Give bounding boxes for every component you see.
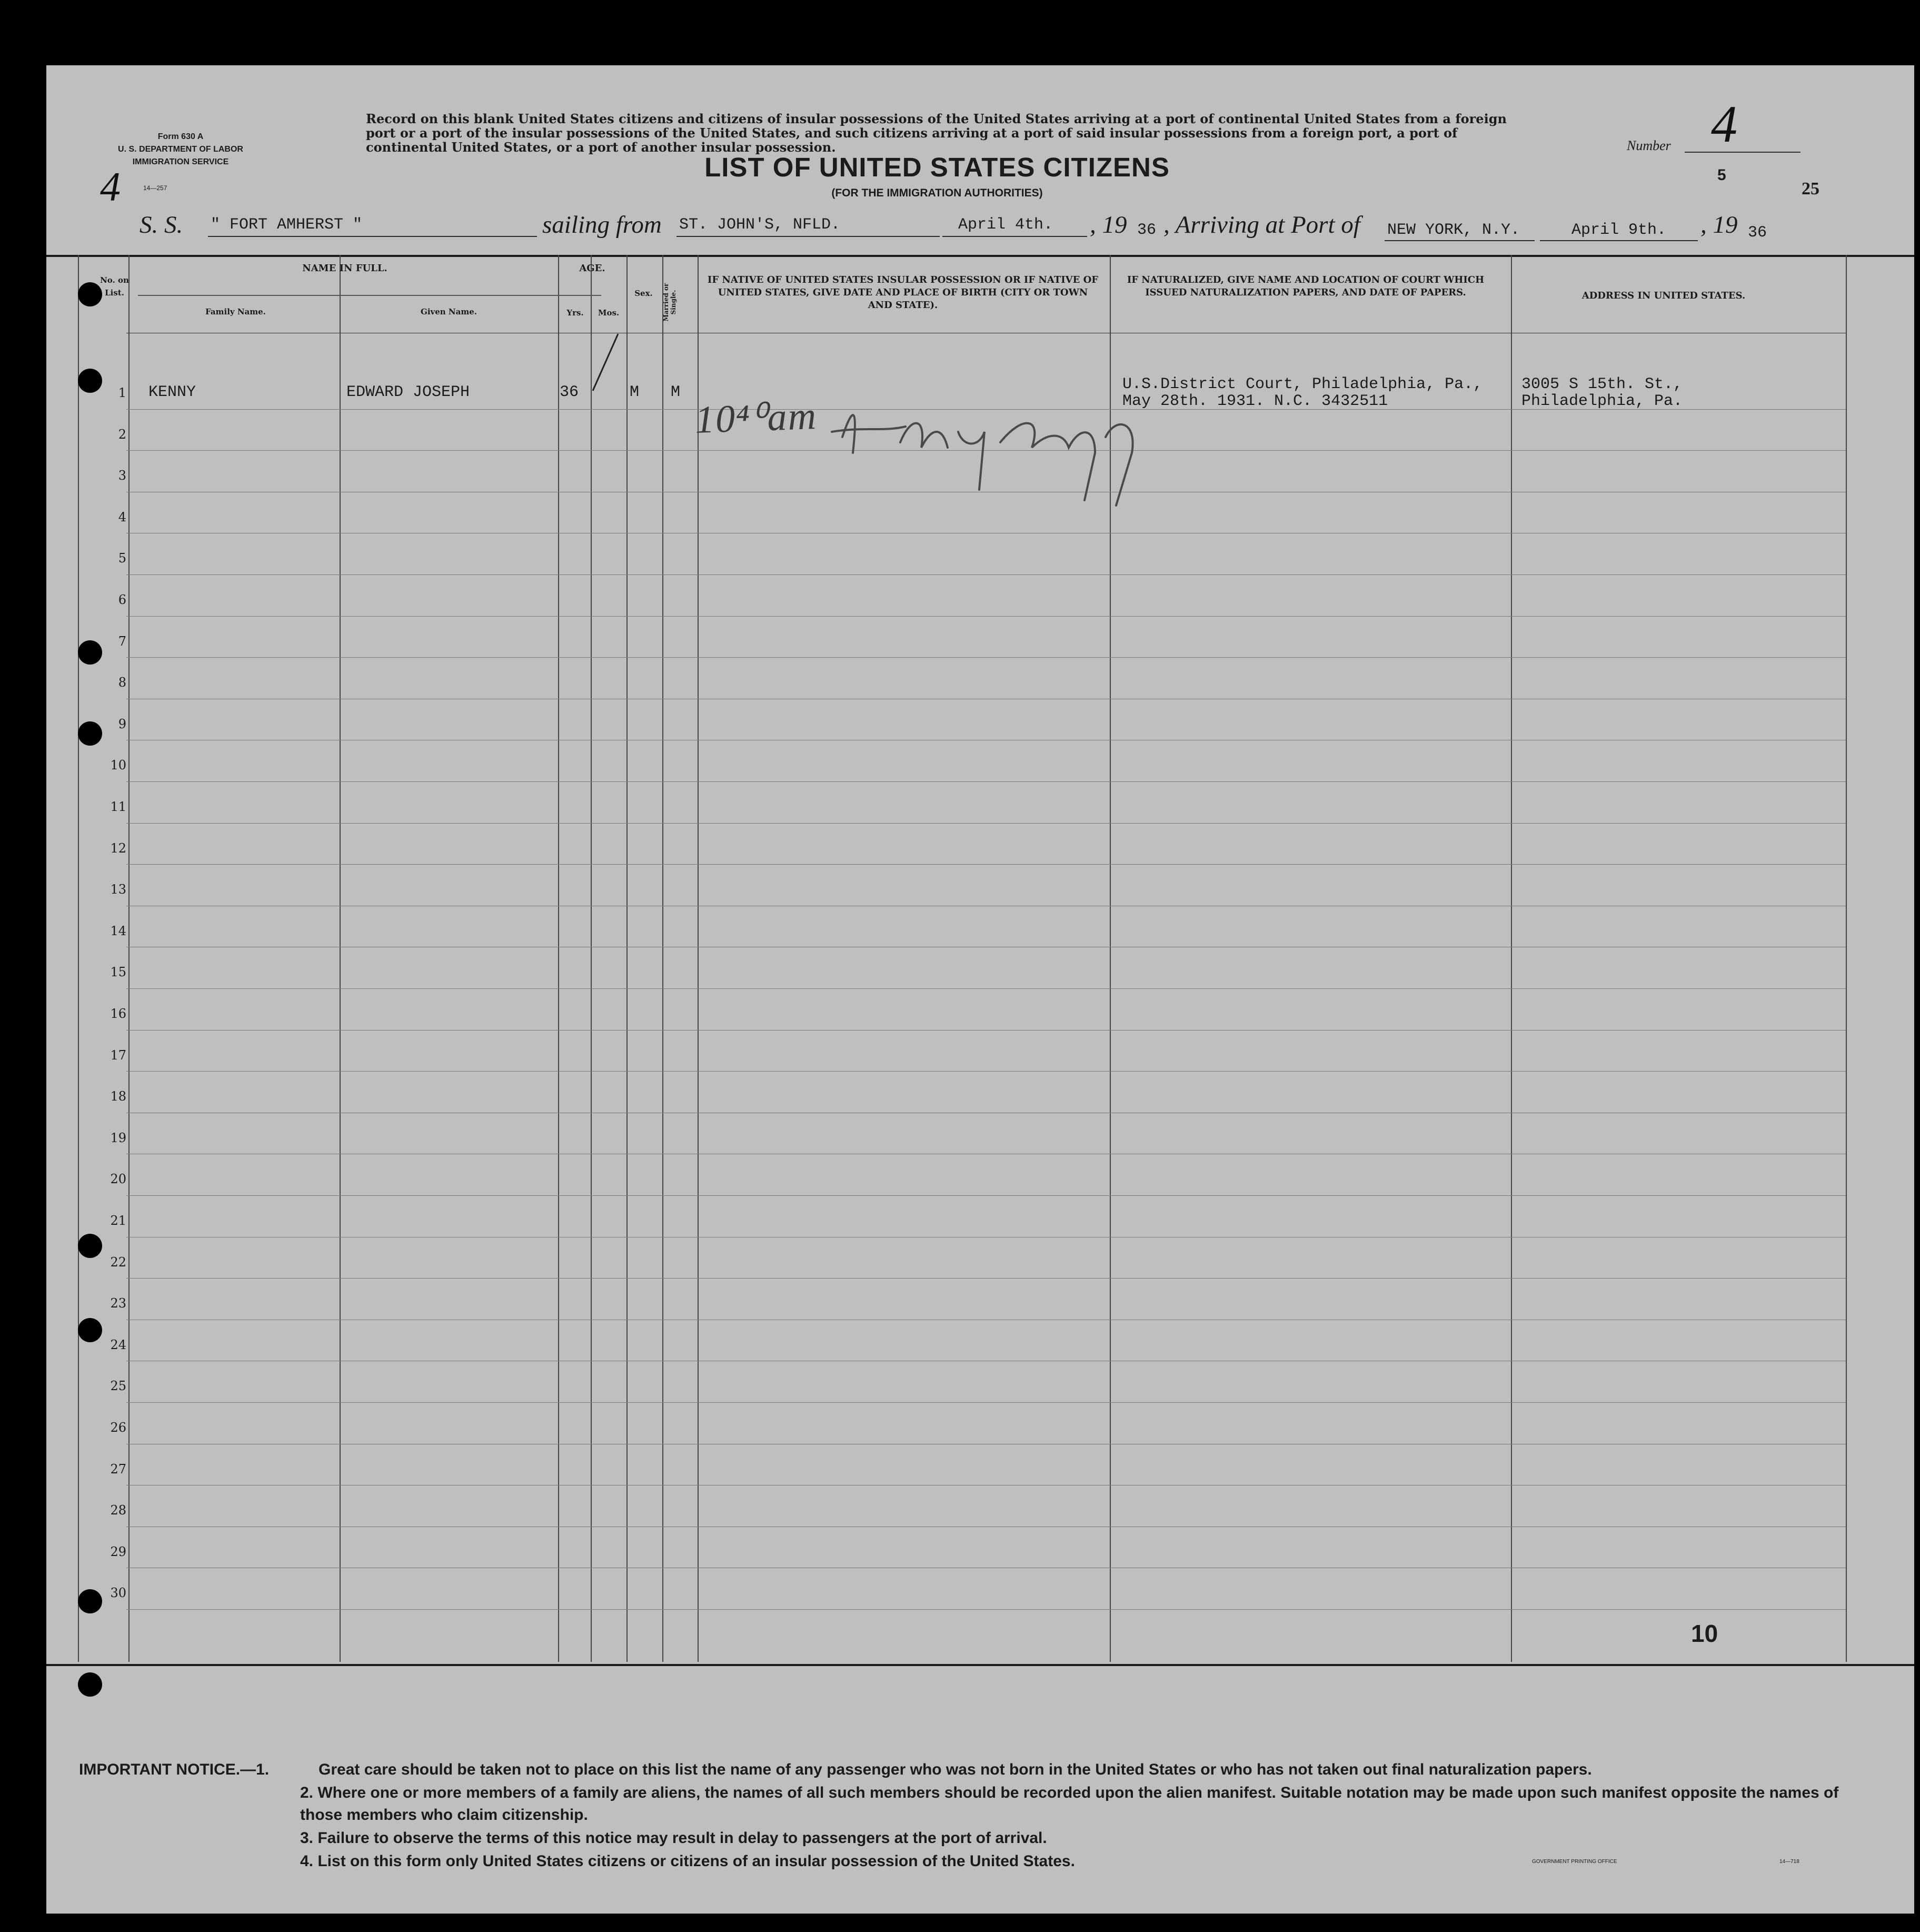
column-rule [591,255,592,1662]
sailing-label: sailing from [542,211,662,239]
row-number: 17 [110,1047,126,1063]
entry-family-name: KENNY [148,383,196,401]
punch-hole [78,721,102,746]
corner-mark: 4 [100,164,121,210]
row-number: 20 [110,1172,126,1187]
column-rule [340,255,341,1662]
row-number: 30 [110,1586,126,1601]
row-number: 1 [118,385,126,400]
ss-label: S. S. [140,211,183,239]
row-number: 12 [110,840,126,856]
notice-item-1: Great care should be taken not to place on this list the name of any passenger who was not born in the United States or who has not taken out final naturalization papers. [319,1761,1592,1778]
entry-court-line2: May 28th. 1931. N.C. 3432511 [1122,392,1388,410]
year-prefix-1: , 19 [1090,211,1127,239]
row-rule [126,1402,1846,1403]
row-number: 8 [118,675,126,690]
punch-hole [78,1318,102,1342]
inspector-signature [821,395,1158,516]
row-rule [126,988,1846,989]
total-count: 10 [1691,1620,1718,1647]
row-rule [126,1609,1846,1610]
port-to-underline [1385,240,1535,241]
row-rule [126,1195,1846,1196]
row-number: 15 [110,965,126,980]
row-number: 3 [118,468,126,483]
row-number: 13 [110,882,126,897]
row-number: 11 [110,799,126,814]
header-given-name: Given Name. [421,307,477,316]
row-number: 29 [110,1544,126,1559]
entry-address-line2: Philadelphia, Pa. [1521,392,1683,410]
row-number: 28 [110,1503,126,1518]
header-married-single: Married or Single. [662,283,677,322]
port-from-underline [677,236,940,237]
column-rule [558,255,559,1662]
number-label: Number [1627,138,1671,153]
header-sex: Sex. [634,289,653,298]
header-no: No. on List. [100,275,129,298]
entry-given-name: EDWARD JOSEPH [346,383,470,401]
row-rule [126,864,1846,865]
notice-item-4: 4. List on this form only United States citizens or citizens of an insular possession of the United States. [300,1852,1075,1870]
entry-marital: M [671,383,681,401]
pen-stroke-mark [590,332,621,395]
punch-hole [78,1234,102,1258]
corner-small-code: 14—257 [143,184,167,192]
port-from: ST. JOHN'S, NFLD. [679,216,841,234]
form-code: 14—718 [1779,1859,1799,1865]
punch-hole [78,369,102,393]
name-header-rule [138,295,601,296]
service-name: IMMIGRATION SERVICE [132,157,229,166]
depart-date-underline [942,236,1087,237]
top-right-mark: 25 [1802,179,1819,199]
entry-address-line1: 3005 S 15th. St., [1521,375,1683,393]
printer-credit: GOVERNMENT PRINTING OFFICE [1532,1859,1617,1865]
number-value: 4 [1711,95,1737,153]
header-naturalized: IF NATURALIZED, GIVE NAME AND LOCATION OF COURT WHICH ISSUED NATURALIZATION PAPERS, AND DATE OF PAPERS. [1127,274,1485,298]
form-title: LIST OF UNITED STATES CITIZENS [704,152,1170,182]
row-number: 9 [118,716,126,731]
year-prefix-2: , 19 [1700,211,1738,239]
row-number: 2 [118,427,126,442]
number-rule [1685,152,1800,153]
ship-underline [208,236,537,237]
form-subtitle: (FOR THE IMMIGRATION AUTHORITIES) [831,187,1043,199]
row-number: 22 [110,1254,126,1270]
form-preamble: Record on this blank United States citizens and citizens of insular possessions of the United States arriving at a port of continental United States from a foreign port or a port of the insular possessions of the United States, and such citizens arriving at a port of said insular possessions from a foreign port, a port of continental United States, or a port of another insular possession. [366,111,1507,155]
punch-hole [78,640,102,665]
header-name-in-full: NAME IN FULL. [302,263,387,274]
column-rule [662,255,663,1662]
row-rule [126,657,1846,658]
row-number: 26 [110,1420,126,1435]
punch-hole [78,1589,102,1613]
column-rule [1846,255,1847,1662]
header-yrs: Yrs. [566,308,584,318]
row-rule [126,1071,1846,1072]
column-rule [1511,255,1512,1662]
row-number: 19 [110,1130,126,1145]
entry-sex: M [630,383,640,401]
row-rule [126,1278,1846,1279]
header-age: AGE. [579,263,605,274]
depart-date: April 4th. [958,216,1053,234]
row-number: 16 [110,1006,126,1021]
entry-court-line1: U.S.District Court, Philadelphia, Pa., [1122,375,1483,393]
form-number: Form 630 A [157,132,204,141]
row-rule [126,781,1846,782]
row-rule [126,574,1846,575]
row-number: 5 [118,551,126,566]
row-number: 25 [110,1379,126,1394]
arriving-label: , Arriving at Port of [1163,211,1360,239]
column-rule [698,255,699,1662]
row-number: 10 [110,758,126,773]
row-number: 4 [118,509,126,524]
header-address: ADDRESS IN UNITED STATES. [1581,290,1746,301]
row-number: 7 [118,633,126,649]
arrive-date-underline [1540,240,1698,241]
row-number: 24 [110,1337,126,1352]
header-family-name: Family Name. [205,307,266,316]
row-number: 23 [110,1296,126,1311]
tick-mark: 5 [1717,166,1726,184]
header-mos: Mos. [598,308,620,318]
header-native: IF NATIVE OF UNITED STATES INSULAR POSSESSION OR IF NATIVE OF UNITED STATES, GIVE DATE AND PLACE OF BIRTH (CITY OR TOWN AND STATE). [707,274,1099,311]
row-number: 18 [110,1089,126,1104]
column-rule [78,255,79,1662]
year-1: 36 [1137,221,1157,239]
handwritten-annotation: 10⁴⁰am [694,394,818,442]
punch-hole [78,1672,102,1697]
row-number: 21 [110,1213,126,1228]
row-rule [126,616,1846,617]
row-number: 6 [118,592,126,607]
port-to: NEW YORK, N.Y. [1387,221,1520,239]
column-rule [128,255,130,1662]
row-rule [126,823,1846,824]
notice-heading: IMPORTANT NOTICE.—1. [79,1761,270,1778]
punch-hole [78,282,102,306]
year-2: 36 [1748,224,1767,242]
department-name: U. S. DEPARTMENT OF LABOR [118,145,243,154]
ship-name: " FORT AMHERST " [211,216,363,234]
row-rule [126,1030,1846,1031]
notice-item-2: 2. Where one or more members of a family are aliens, the names of all such members should be recorded upon the alien manifest. Suitable notation may be made upon such manifest opposite the names of those members who claim citizenship. [300,1784,1839,1824]
arrive-date: April 9th. [1571,221,1667,239]
entry-age-yrs: 36 [560,383,579,401]
row-number: 14 [110,923,126,938]
notice-item-3: 3. Failure to observe the terms of this notice may result in delay to passengers at the port of arrival. [300,1829,1047,1847]
column-rule [626,255,628,1662]
row-number: 27 [110,1461,126,1477]
